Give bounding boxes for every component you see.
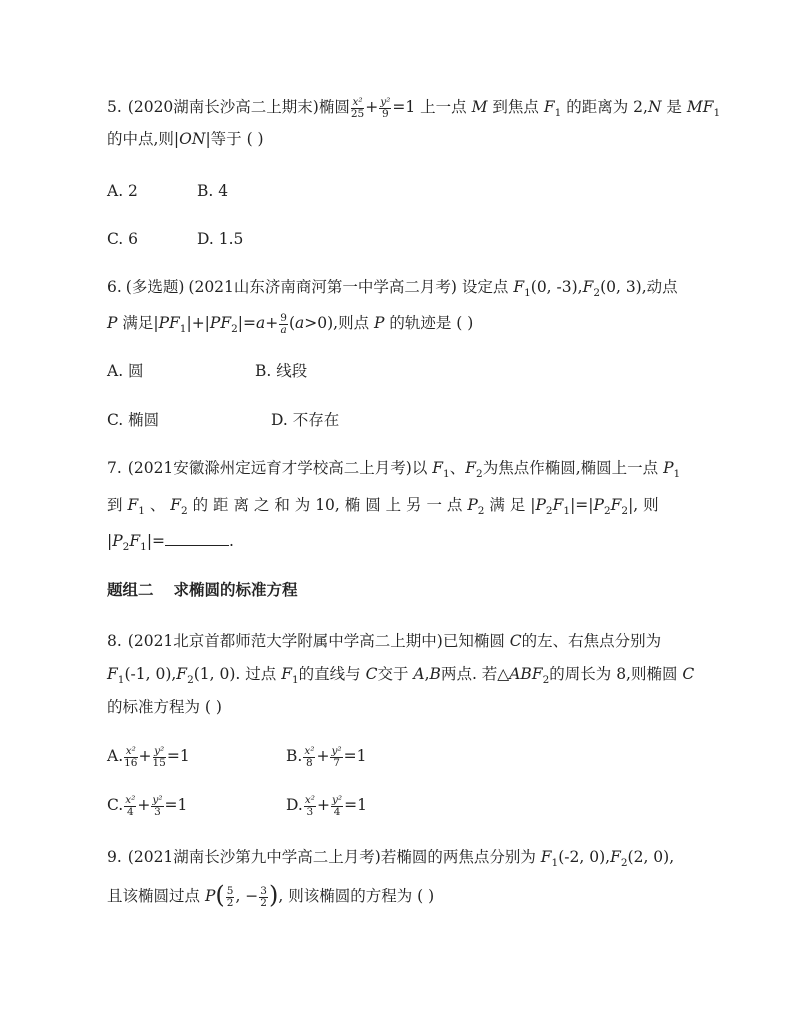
fraction-x2-8: $\frac{\text{x²}}{8}$ (304, 744, 315, 769)
q5-option-c[interactable]: C. 6 (107, 230, 139, 248)
fraction-3-over-2: $\frac{3}{2}$ (260, 884, 267, 909)
fraction-9-over-a: $\frac{9}{a}$ (280, 311, 287, 336)
q6-line1: 6. (多选题) (2021山东济南商河第一中学高二月考) 设定点 $F_1(0$, $-3),F_2(0$, 3),动点 (107, 278, 678, 299)
fraction-x2-3: $\frac{\text{x²}}{3}$ (304, 793, 315, 818)
fraction-5-over-2: $\frac{5}{2}$ (226, 884, 234, 909)
q8-option-a[interactable]: A. $\frac{\text{x²}}{16}$ + $\frac{\text{y²}}{15}$ =1 (107, 744, 190, 769)
q8-line2: $F_1(-1$, $0),F_2(1$, 0). 过点 $F_1$的直线与 C交于 A,B两点. 若$\triangle ABF_2$的周长为 8,则椭圆 C (107, 665, 695, 686)
q8-line1: 8. (2021北京首都师范大学附属中学高二上期中)已知椭圆 C的左、右焦点分别为 (107, 632, 662, 650)
q6-option-c[interactable]: C. 椭圆 (107, 411, 160, 429)
fraction-y2-9: $\frac{\text{y²}}{9}$ (380, 95, 391, 120)
fraction-y2-3: $\frac{\text{y²}}{3}$ (152, 793, 163, 818)
q8-option-b[interactable]: B. $\frac{\text{x²}}{8}$ + $\frac{\text{y²}}{7}$ =1 (286, 744, 367, 769)
q5-option-a[interactable]: A. 2 (107, 182, 138, 200)
answer-blank[interactable] (165, 531, 229, 546)
q6-line2: P 满足$|PF_1|+|PF_2|=a+$ $\frac{9}{a}$ (a>0),则点 P 的轨迹是 ( ) (107, 311, 474, 336)
fraction-x2-4: $\frac{\text{x²}}{4}$ (125, 793, 136, 818)
q6-option-b[interactable]: B. 线段 (255, 362, 308, 380)
fraction-y2-4: $\frac{\text{y²}}{4}$ (331, 793, 343, 818)
q5-option-b[interactable]: B. 4 (197, 182, 229, 200)
fraction-x2-25: $\frac{\text{x²}}{25}$ (350, 95, 365, 120)
q5-line1: 5. (2020湖南长沙高二上期末)椭圆 $\frac{\text{x²}}{25}$ + $\frac{\text{y²}}{9}$ =1 上一点 M 到焦点 $F_1$ 的距离为 2,N 是 $MF_1$ (107, 95, 721, 120)
q9-line1: 9. (2021湖南长沙第九中学高二上月考)若椭圆的两焦点分别为 $F_1(-2$, $0),F_2(2$, 0), (107, 848, 675, 869)
q7-line3: $|P_2F_1|=$ . (107, 532, 234, 553)
fraction-y2-7: $\frac{\text{y²}}{7}$ (331, 744, 342, 769)
fraction-y2-15: $\frac{\text{y²}}{15}$ (152, 744, 166, 769)
q6-option-a[interactable]: A. 圆 (107, 362, 144, 380)
fraction-x2-16: $\frac{\text{x²}}{16}$ (124, 744, 138, 769)
q5-option-d[interactable]: D. 1.5 (197, 230, 244, 248)
q9-line2: 且该椭圆过点 P( $\frac{5}{2}$ , − $\frac{3}{2}$ ), 则该椭圆的方程为 ( ) (107, 881, 435, 909)
section-header: 题组二 求椭圆的标准方程 (107, 581, 298, 599)
q7-line1: 7. (2021安徽滁州定远育才学校高二上月考)以 $F_1$、$F_2$为焦点作椭圆,椭圆上一点 $P_1$ (107, 459, 681, 480)
q7-line2: 到 $F_1$ 、 $F_2$ 的 距 离 之 和 为 10, 椭 圆 上 另 一 点 $P_2$ 满 足 $|P_2F_1|=|P_2F_2|$, 则 (107, 496, 659, 517)
q8-option-d[interactable]: D. $\frac{\text{x²}}{3}$ + $\frac{\text{y²}}{4}$ =1 (286, 793, 367, 818)
q5-line2: 的中点,则|ON|等于 ( ) (107, 130, 264, 148)
q8-option-c[interactable]: C. $\frac{\text{x²}}{4}$ + $\frac{\text{y²}}{3}$ =1 (107, 793, 188, 818)
q6-option-d[interactable]: D. 不存在 (271, 411, 340, 429)
q8-line3: 的标准方程为 ( ) (107, 698, 222, 716)
